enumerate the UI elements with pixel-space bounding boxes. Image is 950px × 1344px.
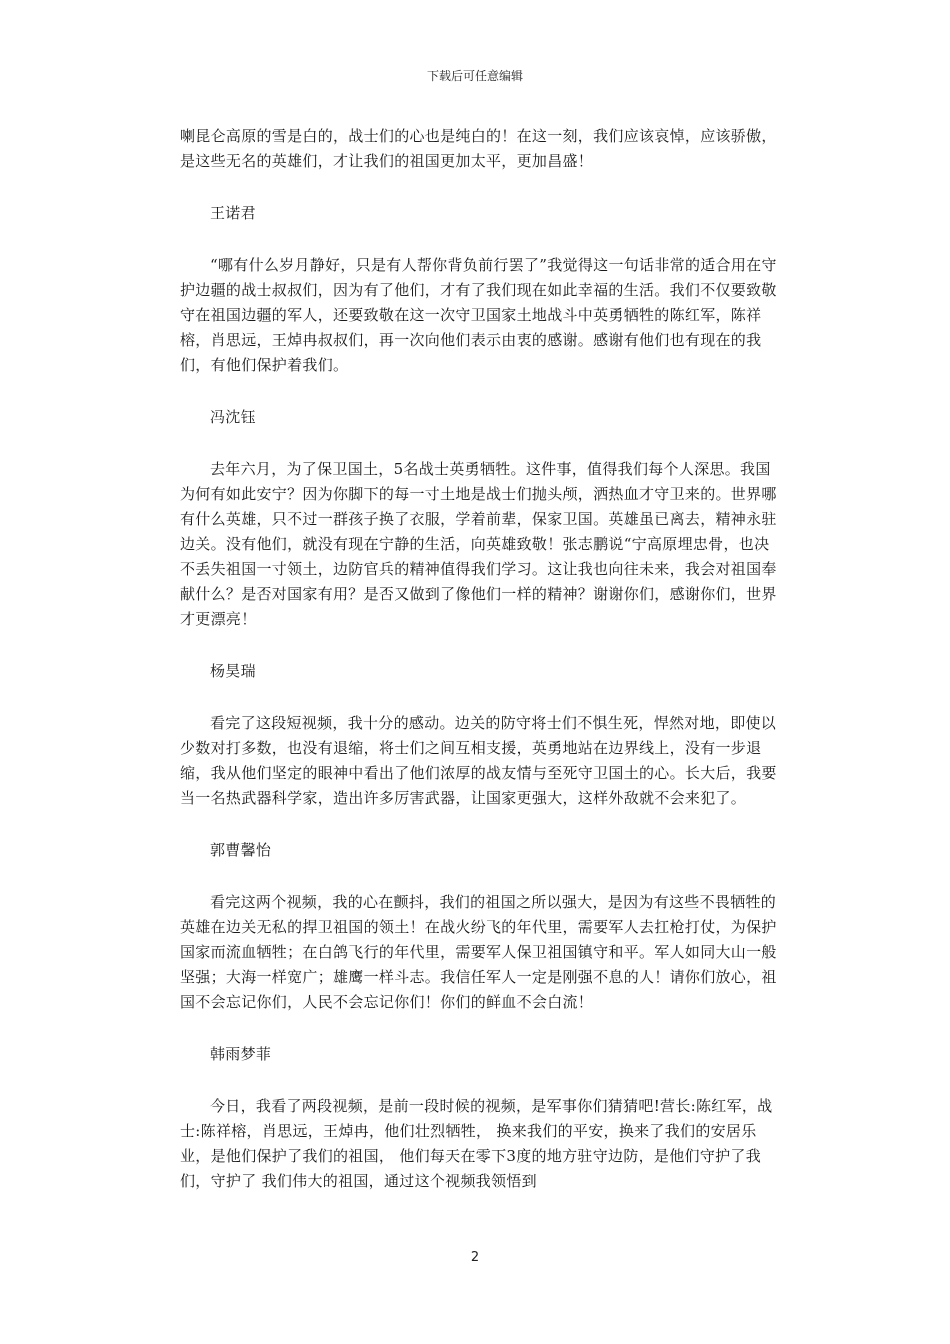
page-header: 下载后可任意编辑 xyxy=(426,69,523,83)
author-name: 王诺君 xyxy=(210,204,256,222)
paragraph: 看完了这段短视频，我十分的感动。边关的防守将士们不惧生死，悍然对地，即使以少数对打多数，也没有退缩，将士们之间互相支援，英勇地站在边界线上，没有一步退缩，我从他们坚定的眼神中看出了他们浓厚的战友情与至死守卫国土的心。长大后，我要当一名热武器科学家，造出许多厉害武器，让国家更强大，这样外敌就不会来犯了。 xyxy=(180,714,777,807)
paragraph: 今日，我看了两段视频，是前一段时候的视频，是军事你们猜猜吧!营长:陈红军，战士:陈祥榕，肖思远，王焯冉，他们壮烈牺牲， 换来我们的平安，换来了我们的安居乐业，是他们保护了我们的祖国， 他们每天在零下3度的地方驻守边防，是他们守护了我们，守护了 我们伟大的祖国，通过这个视频我领悟到 xyxy=(180,1097,773,1190)
page-number: 2 xyxy=(470,1250,480,1265)
author-name: 韩雨梦菲 xyxy=(210,1045,272,1063)
paragraph: “哪有什么岁月静好，只是有人帮你背负前行罢了”我觉得这一句话非常的适合用在守护边疆的战士叔叔们，因为有了他们，才有了我们现在如此幸福的生活。我们不仅要致敬守在祖国边疆的军人，还要致敬在这一次守卫国家土地战斗中英勇牺牲的陈红军，陈祥榕，肖思远，王焯冉叔叔们，再一次向他们表示由衷的感谢。感谢有他们也有现在的我们，有他们保护着我们。 xyxy=(180,256,777,374)
document-body xyxy=(180,124,780,1194)
paragraph: 看完这两个视频，我的心在颤抖，我们的祖国之所以强大，是因为有这些不畏牺牲的英雄在边关无私的捍卫祖国的领土！在战火纷飞的年代里，需要军人去扛枪打仗，为保护国家而流血牺牲；在白鸽飞行的年代里，需要军人保卫祖国镇守和平。军人如同大山一般坚强；大海一样宽广；雄鹰一样斗志。我信任军人一定是刚强不息的人！请你们放心，祖国不会忘记你们，人民不会忘记你们！你们的鲜血不会白流！ xyxy=(180,893,777,1011)
author-name: 冯沈钰 xyxy=(210,408,256,426)
author-name: 郭曹馨怡 xyxy=(210,841,272,859)
author-name: 杨昊瑞 xyxy=(210,662,256,680)
paragraph: 喇昆仑高原的雪是白的，战士们的心也是纯白的！在这一刻，我们应该哀悼，应该骄傲，是这些无名的英雄们，才让我们的祖国更加太平，更加昌盛！ xyxy=(180,127,777,170)
paragraph: 去年六月，为了保卫国土，5名战士英勇牺牲。这件事，值得我们每个人深思。我国为何有如此安宁？因为你脚下的每一寸土地是战士们抛头颅，洒热血才守卫来的。世界哪有什么英雄，只不过一群孩子换了衣服，学着前辈，保家卫国。英雄虽已离去，精神永驻边关。没有他们，就没有现在宁静的生活，向英雄致敬！张志鹏说“宁高原埋忠骨，也决不丢失祖国一寸领土，边防官兵的精神值得我们学习。这让我也向往未来，我会对祖国奉献什么？是否对国家有用？是否又做到了像他们一样的精神？谢谢你们，感谢你们，世界才更漂亮！ xyxy=(180,460,777,628)
